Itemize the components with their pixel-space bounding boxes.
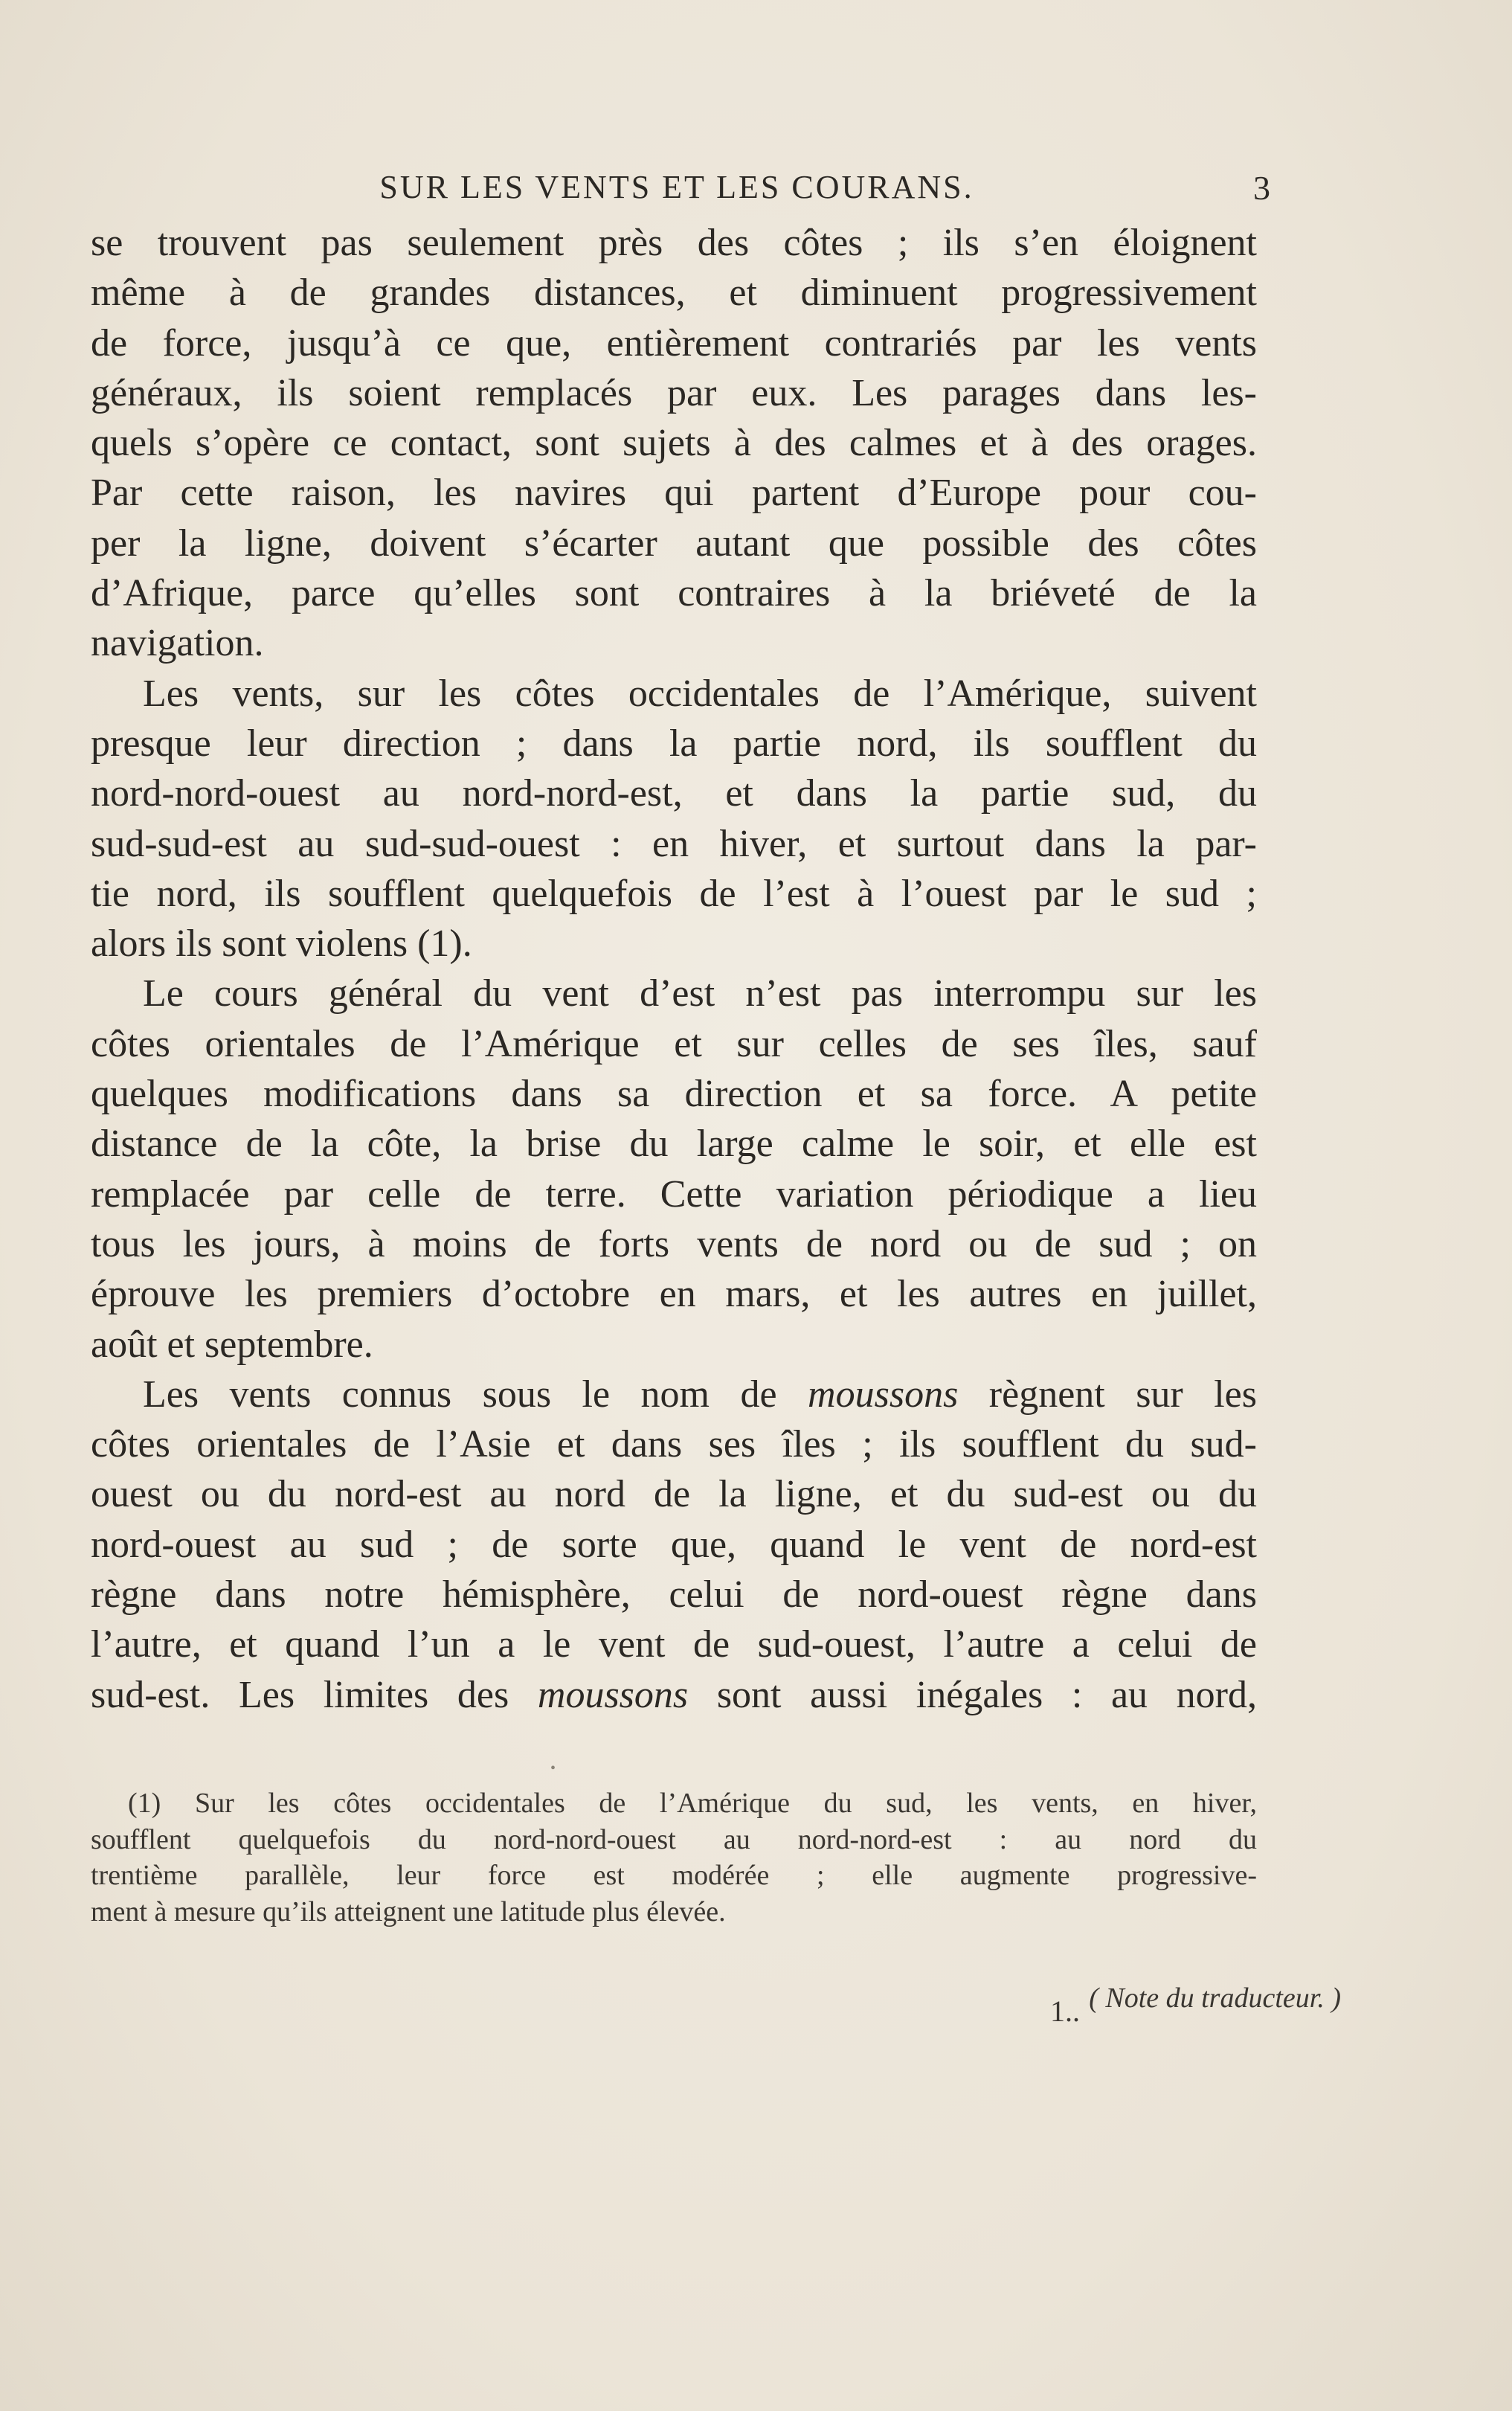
text-line: presque leur direction ; dans la partie nord, ils soufflent du (91, 722, 1257, 765)
ornament-dot: • (550, 1760, 556, 1776)
page-number: 3 (1253, 169, 1270, 207)
body-text (91, 218, 1257, 1720)
text-line: se trouvent pas seulement près des côtes ; ils s’en éloignent (91, 222, 1257, 264)
text-line: Par cette raison, les navires qui partent d’Europe pour cou- (91, 472, 1257, 515)
text-line: quels s’opère ce contact, sont sujets à des calmes et à des orages. (91, 422, 1257, 465)
text-line: l’autre, et quand l’un a le vent de sud-ouest, l’autre a celui de (91, 1623, 1257, 1666)
text-line: per la ligne, doivent s’écarter autant que possible des côtes (91, 521, 1257, 565)
footnote-line: trentième parallèle, leur force est modérée ; elle augmente progressive- (91, 1860, 1257, 1891)
text-line: sud-sud-est au sud-sud-ouest : en hiver, et surtout dans la par- (91, 822, 1257, 865)
footnote (91, 1785, 1257, 1930)
text-line: même à de grandes distances, et diminuent progressivement (91, 272, 1257, 315)
text-line: alors ils sont violens (1). (91, 922, 472, 966)
signature-mark: 1.. (1050, 1994, 1080, 2028)
text-line: tie nord, ils soufflent quelquefois de l’est à l’ouest par le sud ; (91, 872, 1257, 915)
footnote-line: ment à mesure qu’ils atteignent une latitude plus élevée. (91, 1895, 726, 1927)
text-line: Les vents connus sous le nom de moussons règnent sur les (143, 1373, 1257, 1416)
text-line: nord-ouest au sud ; de sorte que, quand le vent de nord-est (91, 1523, 1257, 1566)
footnote-line: (1) Sur les côtes occidentales de l’Amérique du sud, les vents, en hiver, (128, 1788, 1257, 1819)
text-line: quelques modifications dans sa direction et sa force. A petite (91, 1073, 1257, 1116)
text-line: de force, jusqu’à ce que, entièrement contrariés par les vents (91, 321, 1257, 365)
text-line: généraux, ils soient remplacés par eux. Les parages dans les- (91, 371, 1257, 414)
text-line: règne dans notre hémisphère, celui de nord-ouest règne dans (91, 1573, 1257, 1617)
text-line: tous les jours, à moins de forts vents de nord ou de sud ; on (91, 1222, 1257, 1265)
text-line: côtes orientales de l’Amérique et sur celles de ses îles, sauf (91, 1022, 1257, 1065)
text-line: distance de la côte, la brise du large calme le soir, et elle est (91, 1123, 1257, 1166)
text-line: sud-est. Les limites des moussons sont aussi inégales : au nord, (91, 1673, 1257, 1716)
footnote-line: soufflent quelquefois du nord-nord-ouest au nord-nord-est : au nord du (91, 1823, 1257, 1855)
text-line: nord-nord-ouest au nord-nord-est, et dans la partie sud, du (91, 772, 1257, 815)
text-line: d’Afrique, parce qu’elles sont contraires à la briéveté de la (91, 572, 1257, 615)
text-line: navigation. (91, 622, 264, 665)
text-line: août et septembre. (91, 1323, 373, 1366)
text-line: remplacée par celle de terre. Cette variation périodique a lieu (91, 1172, 1257, 1216)
text-line: éprouve les premiers d’octobre en mars, et les autres en juillet, (91, 1273, 1257, 1316)
text-line: ouest ou du nord-est au nord de la ligne, et du sud-est ou du (91, 1473, 1257, 1516)
running-head-title: SUR LES VENTS ET LES COURANS. (379, 169, 974, 205)
text-line: Le cours général du vent d’est n’est pas interrompu sur les (143, 972, 1257, 1015)
running-head (89, 168, 1270, 216)
text-line: Les vents, sur les côtes occidentales de l’Amérique, suivent (143, 672, 1257, 715)
text-line: côtes orientales de l’Asie et dans ses îles ; ils soufflent du sud- (91, 1423, 1257, 1466)
footnote-attribution: ( Note du traducteur. ) (1089, 1983, 1341, 2014)
